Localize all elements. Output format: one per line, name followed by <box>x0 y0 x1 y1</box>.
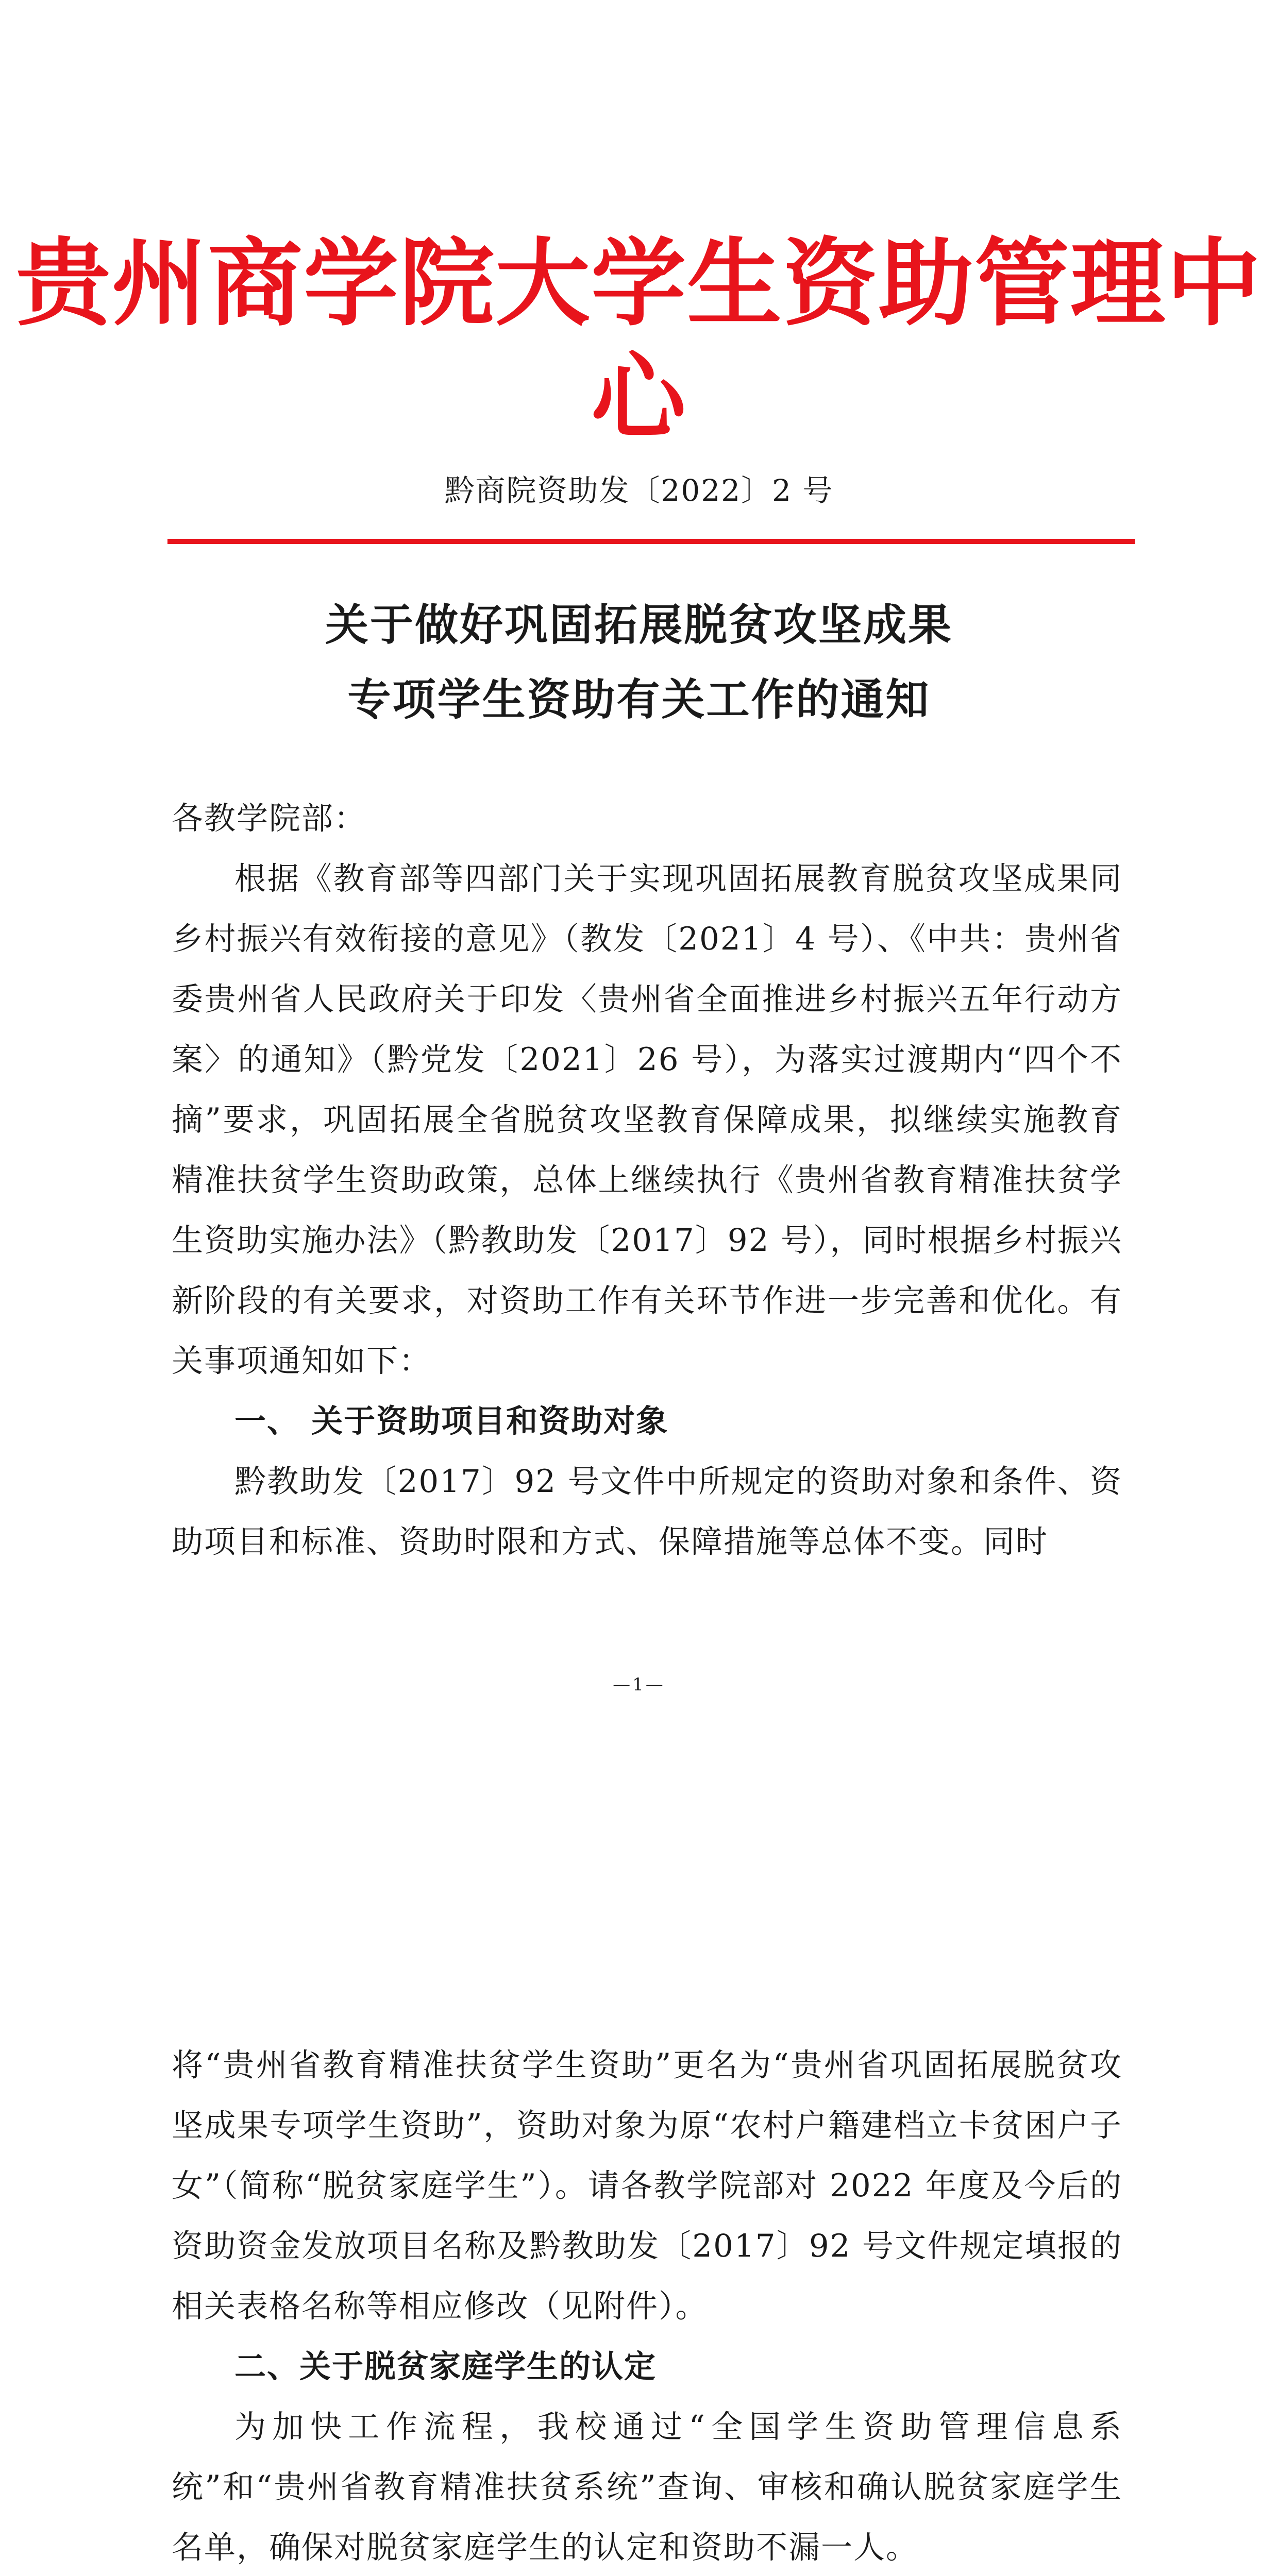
notice-title <box>0 587 1278 737</box>
red-divider <box>167 539 1135 544</box>
intro-paragraph: 根据《教育部等四部门关于实现巩固拓展教育脱贫攻坚成果同乡村振兴有效衔接的意见》（教发〔2021〕4 号）、《中共：贵州省委贵州省人民政府关于印发〈贵州省全面推进乡村振兴五年行动方案〉的通知》（黔党发〔2021〕26 号），为落实过渡期内“四个不摘”要求，巩固拓展全省脱贫攻坚教育保障成果，拟继续实施教育精准扶贫学生资助政策，总体上继续执行《贵州省教育精准扶贫学生资助实施办法》（黔教助发〔2017〕92 号），同时根据乡村振兴新阶段的有关要求，对资助工作有关环节作进一步完善和优化。有关事项通知如下： <box>172 860 1122 1379</box>
organization-title: 贵州商学院大学生资助管理中心 <box>15 228 1262 453</box>
document-number: 黔商院资助发〔2022〕2 号 <box>444 473 834 508</box>
section-2-paragraph: 为加快工作流程，我校通过“全国学生资助管理信息系统”和“贵州省教育精准扶贫系统”查询、审核和确认脱贫家庭学生名单，确保对脱贫家庭学生的认定和资助不漏一人。 <box>172 2409 1122 2566</box>
notice-title-line-1: 关于做好巩固拓展脱贫攻坚成果 <box>325 599 953 650</box>
page-2-body <box>172 2035 1122 2576</box>
section-1-heading: 一、 关于资助项目和资助对象 <box>234 1403 669 1439</box>
page-1-body <box>172 788 1122 1572</box>
section-1-paragraph-start: 黔教助发〔2017〕92 号文件中所规定的资助对象和条件、资助项目和标准、资助时限和方式、保障措施等总体不变。同时 <box>172 1463 1122 1560</box>
notice-title-line-2: 专项学生资助有关工作的通知 <box>347 674 931 725</box>
section-2-heading: 二、关于脱贫家庭学生的认定 <box>234 2348 657 2385</box>
salutation: 各教学院部： <box>172 800 367 837</box>
page-number-1: —1— <box>613 1674 665 1695</box>
section-1-paragraph-continued: 将“贵州省教育精准扶贫学生资助”更名为“贵州省巩固拓展脱贫攻坚成果专项学生资助”，资助对象为原“农村户籍建档立卡贫困户子女”（简称“脱贫家庭学生”）。请各教学院部对 2022 年度及今后的资助资金发放项目名称及黔教助发〔2017〕92 号文件规定填报的相关表格名称等相应修改（见附件）。 <box>172 2047 1122 2325</box>
